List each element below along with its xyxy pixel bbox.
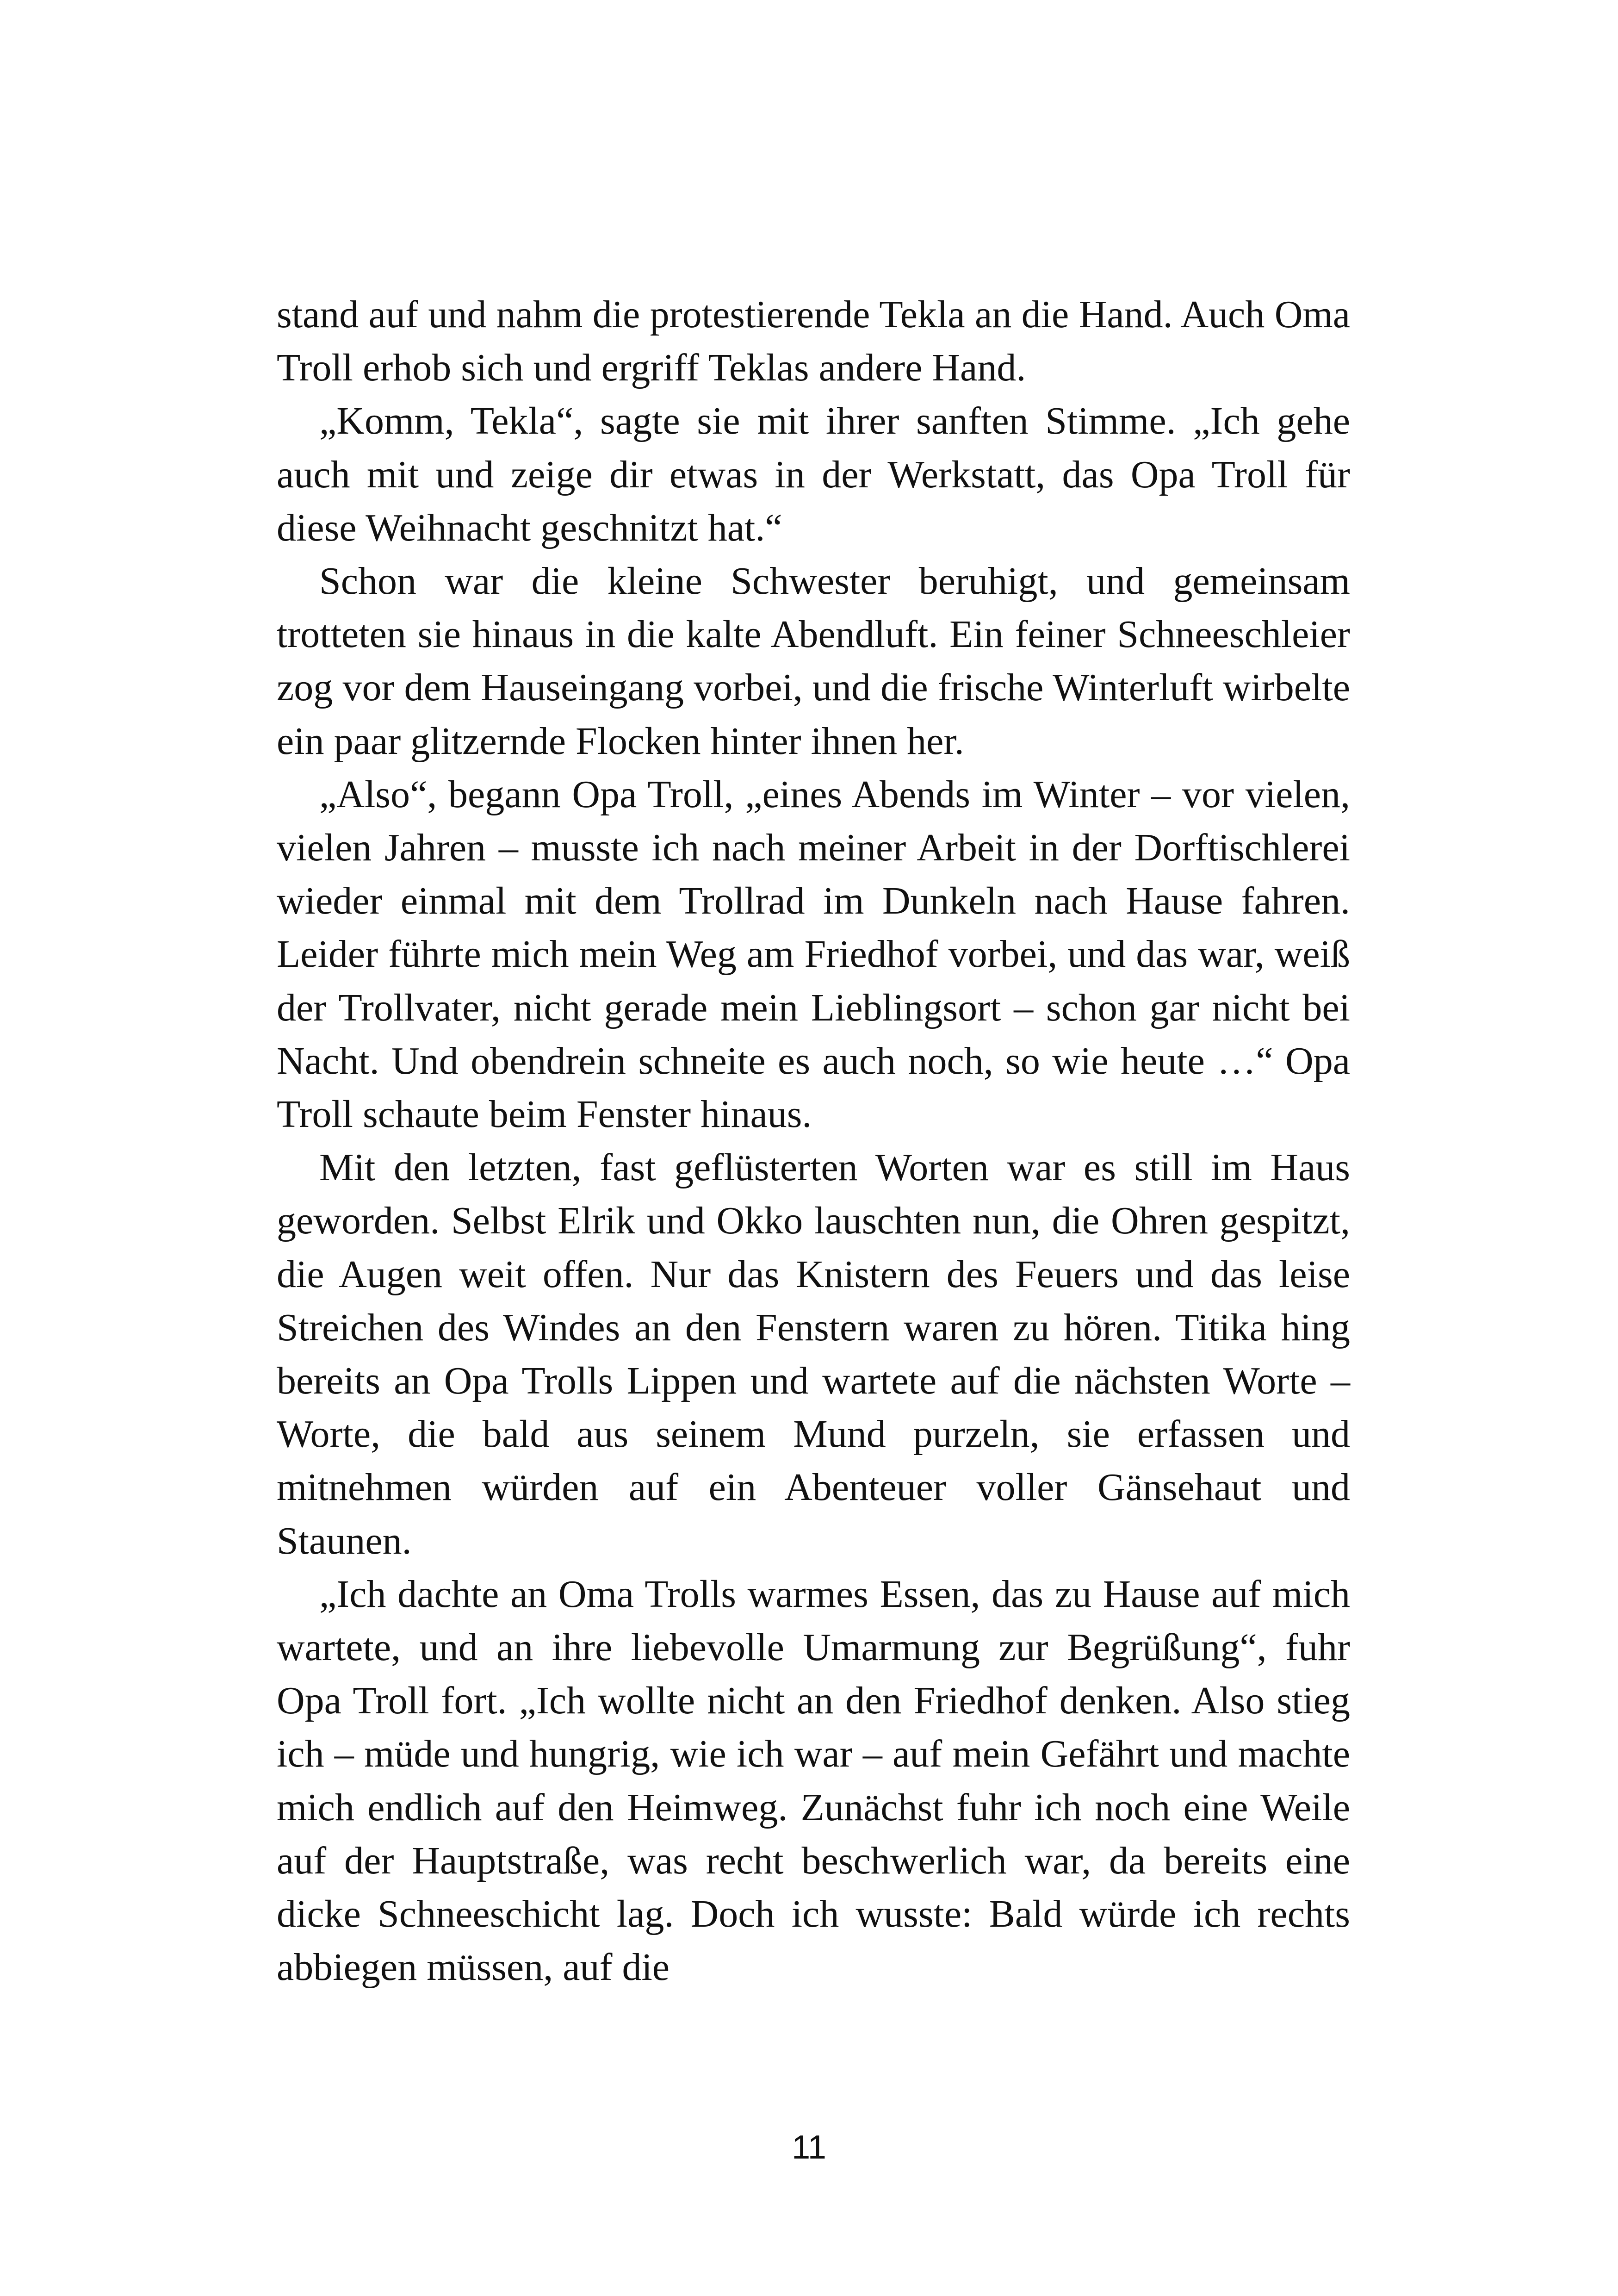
paragraph-4: „Also“, begann Opa Troll, „eines Abends im Winter – vor vielen, vielen Jahren – musste ich nach meiner Arbeit in der Dorftischlerei wieder einmal mit dem Trollrad im Dunkeln nach Hause fahren. Leider führte mich mein Weg am Friedhof vorbei, und das war, weiß der Trollvater, nicht gerade mein Lieblingsort – schon gar nicht bei Nacht. Und obendrein schneite es auch noch, so wie heute …“ Opa Troll schaute beim Fenster hinaus. <box>277 772 1350 1136</box>
paragraph-3: Schon war die kleine Schwester beruhigt, und gemeinsam trotteten sie hinaus in die kalte Abendluft. Ein feiner Schneeschleier zog vor dem Hauseingang vorbei, und die frische Winterluft wirbelte ein paar glitzernde Flocken hinter ihnen her. <box>277 560 1350 763</box>
body-text <box>277 288 1350 1994</box>
paragraph-6: „Ich dachte an Oma Trolls warmes Essen, das zu Hause auf mich wartete, und an ihre liebevolle Umarmung zur Begrüßung“, fuhr Opa Troll fort. „Ich wollte nicht an den Friedhof denken. Also stieg ich – müde und hungrig, wie ich war – auf mein Gefährt und machte mich endlich auf den Heimweg. Zunächst fuhr ich noch eine Weile auf der Hauptstraße, was recht beschwerlich war, da bereits eine dicke Schneeschicht lag. Doch ich wusste: Bald würde ich rechts abbiegen müssen, auf die <box>277 1572 1350 1989</box>
paragraph-5: Mit den letzten, fast geflüsterten Worten war es still im Haus geworden. Selbst Elrik und Okko lauschten nun, die Ohren gespitzt, die Augen weit offen. Nur das Knistern des Feuers und das leise Streichen des Windes an den Fenstern waren zu hören. Titika hing bereits an Opa Trolls Lippen und wartete auf die nächsten Worte – Worte, die bald aus seinem Mund purzeln, sie erfassen und mitnehmen würden auf ein Abenteuer voller Gänsehaut und Staunen. <box>277 1146 1350 1562</box>
paragraph-2: „Komm, Tekla“, sagte sie mit ihrer sanften Stimme. „Ich gehe auch mit und zeige dir etwas in der Werkstatt, das Opa Troll für diese Weihnacht geschnitzt hat.“ <box>277 399 1350 549</box>
paragraph-1: stand auf und nahm die protestierende Tekla an die Hand. Auch Oma Troll erhob sich und ergriff Teklas andere Hand. <box>277 293 1350 390</box>
page-number: 11 <box>792 2129 826 2166</box>
